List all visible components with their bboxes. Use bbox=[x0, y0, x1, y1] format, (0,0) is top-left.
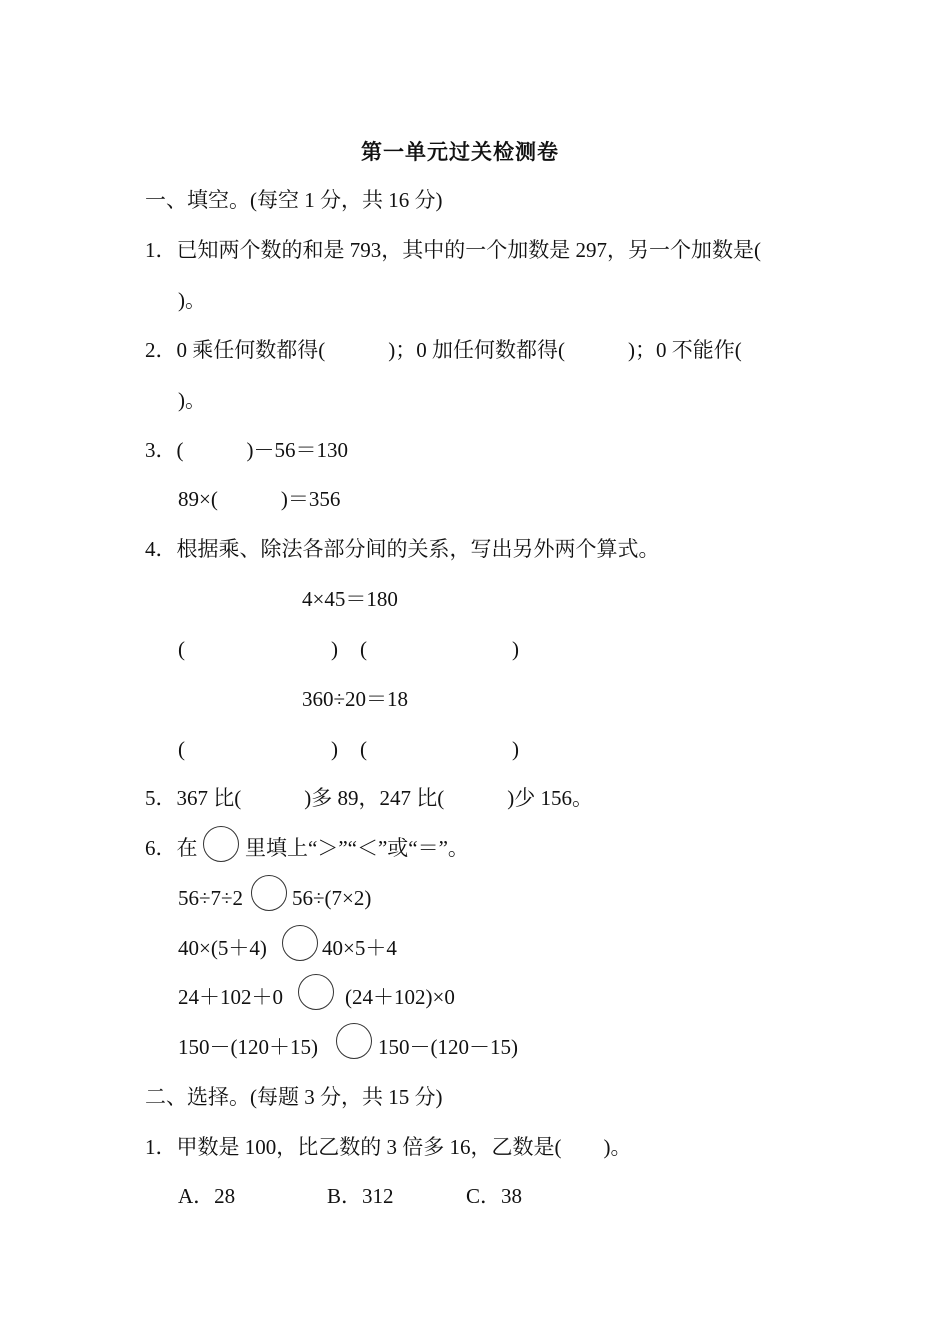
s2-q1-option-c[interactable]: C．38 bbox=[466, 1184, 523, 1208]
q6-row2-left: 40×(5＋4) bbox=[178, 936, 267, 960]
q4-blank-4-open: ( bbox=[360, 737, 367, 761]
s2-q1-option-b[interactable]: B．312 bbox=[327, 1184, 394, 1208]
q4-blank-1-close: ) bbox=[331, 637, 338, 661]
q5-line: 5．367 比( )多 89，247 比( )少 156。 bbox=[145, 786, 593, 810]
q6-row4-left: 150－(120＋15) bbox=[178, 1035, 318, 1059]
q6-prompt-b: 里填上“＞”“＜”或“＝”。 bbox=[245, 836, 469, 860]
q3-line1: 3．( )－56＝130 bbox=[145, 438, 348, 462]
q1-line1: 1．已知两个数的和是 793，其中的一个加数是 297，另一个加数是( bbox=[145, 238, 761, 262]
q6-row1-circle-icon[interactable] bbox=[251, 875, 287, 911]
q4-blank-4-close: ) bbox=[512, 737, 519, 761]
q4-equation-1: 4×45＝180 bbox=[302, 587, 398, 611]
q6-row4-circle-icon[interactable] bbox=[336, 1023, 372, 1059]
section1-header: 一、填空。(每空 1 分，共 16 分) bbox=[145, 188, 443, 212]
q1-line2: )。 bbox=[178, 288, 206, 312]
q6-row1-right: 56÷(7×2) bbox=[292, 886, 372, 910]
q4-blank-3-close: ) bbox=[331, 737, 338, 761]
q4-blank-1-open: ( bbox=[178, 637, 185, 661]
q6-row3-circle-icon[interactable] bbox=[298, 974, 334, 1010]
q4-blank-2-open: ( bbox=[360, 637, 367, 661]
page-title: 第一单元过关检测卷 bbox=[361, 140, 559, 164]
q6-row2-circle-icon[interactable] bbox=[282, 925, 318, 961]
q6-prompt-circle-icon bbox=[203, 826, 239, 862]
q4-blank-3-open: ( bbox=[178, 737, 185, 761]
q3-line2: 89×( )＝356 bbox=[178, 487, 341, 511]
q6-row1-left: 56÷7÷2 bbox=[178, 886, 244, 910]
q2-line2: )。 bbox=[178, 388, 206, 412]
q4-equation-2: 360÷20＝18 bbox=[302, 687, 409, 711]
q6-row3-left: 24＋102＋0 bbox=[178, 985, 283, 1009]
q6-prompt-a: 6．在 bbox=[145, 836, 198, 860]
q6-row2-right: 40×5＋4 bbox=[322, 936, 397, 960]
q2-line1: 2．0 乘任何数都得( )；0 加任何数都得( )；0 不能作( bbox=[145, 338, 742, 362]
q6-row3-right: (24＋102)×0 bbox=[345, 985, 455, 1009]
s2-q1-option-a[interactable]: A．28 bbox=[178, 1184, 236, 1208]
q4-prompt: 4．根据乘、除法各部分间的关系，写出另外两个算式。 bbox=[145, 537, 660, 561]
section2-header: 二、选择。(每题 3 分，共 15 分) bbox=[145, 1085, 443, 1109]
q6-row4-right: 150－(120－15) bbox=[378, 1035, 518, 1059]
q4-blank-2-close: ) bbox=[512, 637, 519, 661]
s2-q1-prompt: 1．甲数是 100，比乙数的 3 倍多 16，乙数是( )。 bbox=[145, 1135, 632, 1159]
